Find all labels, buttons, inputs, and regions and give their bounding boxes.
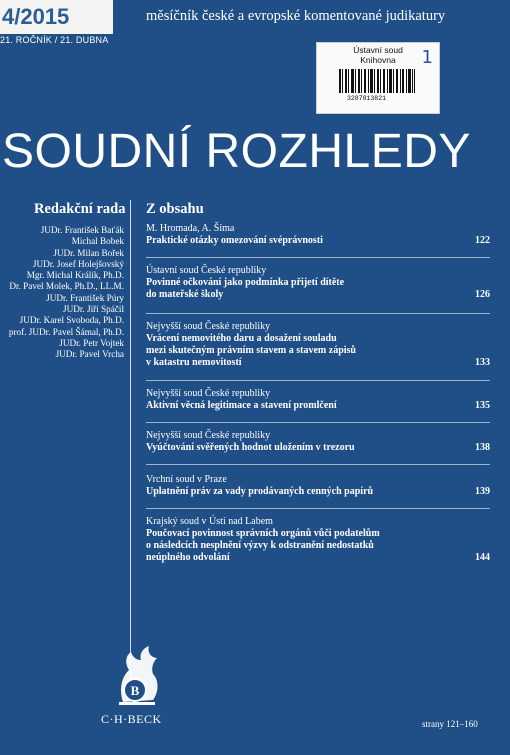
toc-entry[interactable]: [146, 430, 490, 454]
handwritten-mark: 1: [421, 47, 433, 68]
divider: [146, 313, 490, 314]
board-member: Dr. Pavel Molek, Ph.D., LL.M.: [9, 281, 124, 292]
divider: [146, 257, 490, 258]
toc-entry-title: Aktivní věcná legitimace a stavení promlčení: [146, 400, 337, 411]
toc-entry-title: Poučovací povinnost správních orgánů vůči podatelům: [146, 528, 380, 539]
toc-entry-page: 139: [475, 486, 490, 497]
board-member: JUDr. Josef Holejšovský: [32, 258, 124, 269]
toc-entry[interactable]: [146, 388, 490, 412]
divider: [146, 508, 490, 509]
board-members: [9, 225, 124, 361]
board-member: Mgr. Michal Králík, Ph.D.: [26, 270, 124, 281]
toc-entry-source: Nejvyšší soud České republiky: [146, 321, 271, 332]
toc-entry-page: 144: [475, 552, 490, 563]
page-range: strany 121–160: [422, 719, 478, 729]
publisher-griffin-logo-icon: [95, 640, 175, 720]
divider: [146, 380, 490, 381]
toc-entry-title: neúplného odvolání: [146, 552, 230, 563]
divider: [146, 422, 490, 423]
divider: [146, 464, 490, 465]
publisher-name: C·H·BECK: [101, 712, 162, 726]
barcode-number: 3287813821: [347, 95, 387, 102]
sticker-library-label: Knihovna: [360, 55, 396, 65]
board-member: Michal Bobek: [71, 236, 124, 247]
toc-entry-title: Vyúčtování svěřených hodnot uložením v trezoru: [146, 442, 355, 453]
column-divider: [130, 200, 131, 680]
tagline: měsíčník české a evropské komentované judikatury: [146, 8, 446, 24]
svg-text:B: B: [130, 683, 140, 698]
volume-date: 21. ROČNÍK / 21. DUBNA: [0, 35, 109, 45]
issue-number: 4/2015: [0, 0, 113, 34]
board-member: JUDr. Milan Bořek: [53, 247, 124, 258]
toc-entry-page: 126: [475, 289, 490, 300]
toc-entry-title: do mateřské školy: [146, 289, 224, 300]
toc-entry-title: Praktické otázky omezování svéprávnosti: [146, 235, 323, 246]
sticker-library-name: Ústavní soud: [353, 45, 403, 55]
toc-entry-page: 138: [475, 442, 490, 453]
toc-entry-source: Nejvyšší soud České republiky: [146, 430, 271, 441]
toc-entry-source: M. Hromada, A. Šíma: [146, 223, 235, 234]
toc-entry-page: 133: [475, 357, 490, 368]
toc-entry[interactable]: [146, 321, 490, 369]
magazine-title: SOUDNÍ ROZHLEDY: [2, 125, 471, 178]
board-member: JUDr. Petr Vojtek: [59, 337, 124, 348]
toc-entry-title: v katastru nemovitostí: [146, 357, 242, 368]
toc-entry-source: Krajský soud v Ústí nad Labem: [146, 516, 273, 527]
toc-entry[interactable]: [146, 223, 490, 247]
board-member: JUDr. František Baťák: [40, 225, 124, 235]
toc-entry[interactable]: [146, 265, 490, 301]
toc-entry-page: 135: [475, 400, 490, 411]
toc-entry[interactable]: [146, 474, 490, 498]
contents-heading: Z obsahu: [146, 201, 204, 217]
library-sticker: [316, 42, 440, 114]
toc-entry[interactable]: [146, 516, 490, 564]
board-member: prof. JUDr. Pavel Šámal, Ph.D.: [8, 326, 124, 337]
toc-entry-page: 122: [475, 235, 490, 246]
board-member: JUDr. Karel Svoboda, Ph.D.: [19, 315, 124, 326]
toc-entry-title: Uplatnění práv za vady prodávaných cenných papírů: [146, 486, 374, 497]
toc-entry-title: o následcích nesplnění výzvy k odstranění nedostatků: [146, 540, 374, 551]
toc-entry-source: Vrchní soud v Praze: [146, 474, 227, 485]
toc-entry-source: Nejvyšší soud České republiky: [146, 388, 271, 399]
board-member: JUDr. Pavel Vrcha: [55, 349, 124, 360]
toc-entry-title: Vrácení nemovitého daru a dosažení souladu: [146, 333, 337, 344]
toc-entry-source: Ústavní soud České republiky: [146, 265, 267, 276]
toc-entry-title: Povinné očkování jako podmínka přijetí dítěte: [146, 277, 345, 288]
board-member: JUDr. František Púry: [46, 292, 124, 303]
board-heading: Redakční rada: [34, 201, 126, 217]
board-member: JUDr. Jiří Spáčil: [63, 304, 124, 315]
toc-entry-title: mezi skutečným právním stavem a stavem zápisů: [146, 345, 356, 356]
barcode-icon: [339, 69, 415, 93]
